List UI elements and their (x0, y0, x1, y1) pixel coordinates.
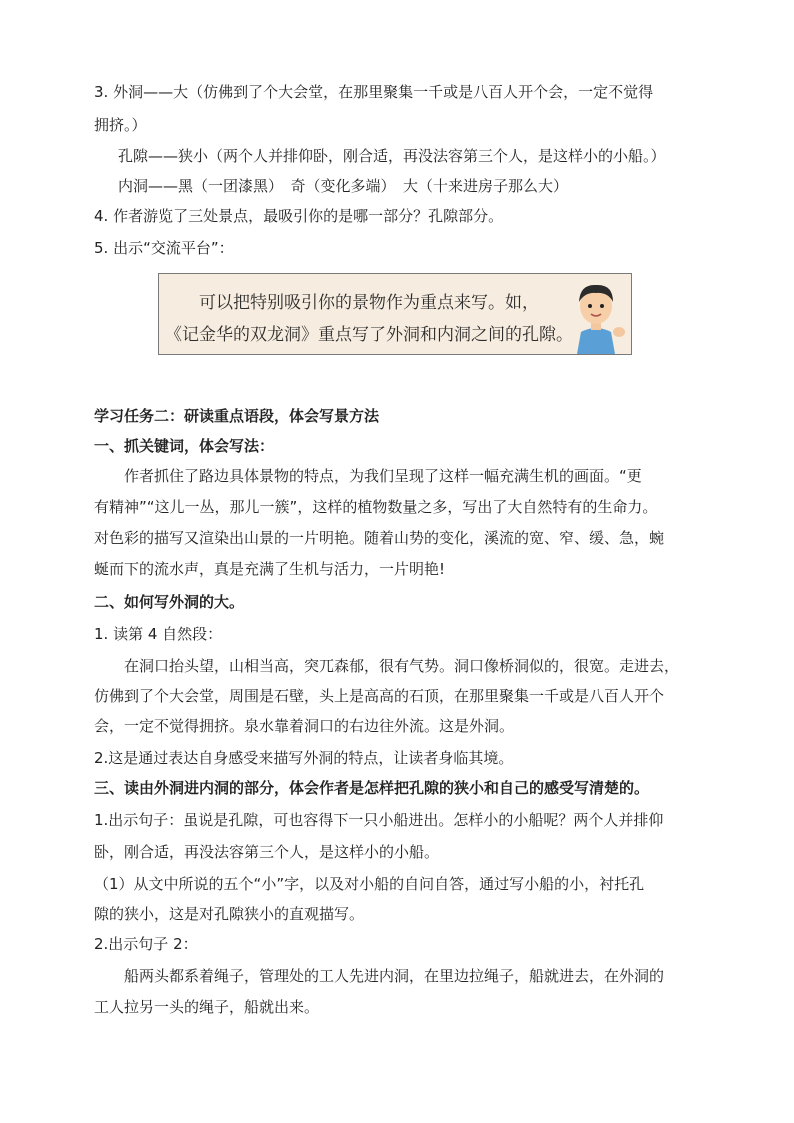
section-2-heading: 二、如何写外洞的大。 (94, 593, 245, 611)
callout-line-2: 《记金华的双龙洞》重点写了外洞和内洞之间的孔隙。 (165, 325, 573, 345)
section-3-heading: 三、读由外洞进内洞的部分，体会作者是怎样把孔隙的狭小和自己的感受写清楚的。 (94, 779, 650, 797)
analysis-line-a: （1）从文中所说的五个“小”字，以及对小船的自问自答，通过写小船的小，衬托孔 (94, 875, 645, 893)
paragraph-1-line-a: 作者抓住了路边具体景物的特点，为我们呈现了这样一幅充满生机的画面。“更 (94, 467, 642, 485)
paragraph-2-line-b: 仿佛到了个大会堂，周围是石壁，头上是高高的石顶，在那里聚集一千或是八百人开个 (94, 687, 665, 705)
sentence-2-label: 2.出示句子 2： (94, 935, 198, 953)
exchange-platform-callout (158, 273, 632, 355)
line-1b: 拥挤。） (94, 116, 147, 134)
read-instruction: 1. 读第 4 自然段： (94, 625, 223, 643)
boy-illustration-icon (563, 276, 629, 354)
sentence-1-line-a: 1.出示句子：虽说是孔隙，可也容得下一只小船进出。怎样小的小船呢？两个人并排仰 (94, 811, 664, 829)
task-title: 学习任务二：研读重点语段，体会写景方法 (94, 407, 380, 425)
line-2: 孔隙——狭小（两个人并排仰卧，刚合适，再没法容第三个人，是这样小的小船。） (118, 147, 666, 165)
item-2: 2.这是通过表达自身感受来描写外洞的特点，让读者身临其境。 (94, 749, 514, 767)
line-5: 5. 出示“交流平台”： (94, 239, 234, 257)
paragraph-1-line-d: 蜒而下的流水声，真是充满了生机与活力，一片明艳! (94, 560, 446, 578)
paragraph-2-line-a: 在洞口抬头望，山相当高，突兀森郁，很有气势。洞口像桥洞似的，很宽。走进去， (94, 657, 680, 675)
line-3: 内洞——黑（一团漆黑） 奇（变化多端） 大（十来进房子那么大） (118, 177, 569, 195)
paragraph-3-line-a: 船两头都系着绳子，管理处的工人先进内洞，在里边拉绳子，船就进去，在外洞的 (94, 967, 665, 985)
paragraph-1-line-b: 有精神”“这儿一丛，那儿一簇”，这样的植物数量之多，写出了大自然特有的生命力。 (94, 498, 658, 516)
section-1-heading: 一、抓关键词，体会写法： (94, 437, 275, 455)
callout-line-1: 可以把特别吸引你的景物作为重点来写。如， (199, 293, 539, 313)
paragraph-1-line-c: 对色彩的描写又渲染出山景的一片明艳。随着山势的变化，溪流的宽、窄、缓、急，蜿 (94, 529, 665, 547)
line-1a: 3. 外洞——大（仿佛到了个大会堂，在那里聚集一千或是八百人开个会，一定不觉得 (94, 83, 654, 101)
line-4: 4. 作者游览了三处景点，最吸引你的是哪一部分？孔隙部分。 (94, 207, 504, 225)
paragraph-2-line-c: 会，一定不觉得拥挤。泉水靠着洞口的右边往外流。这是外洞。 (94, 717, 515, 735)
sentence-1-line-b: 卧，刚合适，再没法容第三个人，是这样小的小船。 (94, 843, 440, 861)
paragraph-3-line-b: 工人拉另一头的绳子，船就出来。 (94, 998, 320, 1016)
analysis-line-b: 隙的狭小，这是对孔隙狭小的直观描写。 (94, 905, 365, 923)
